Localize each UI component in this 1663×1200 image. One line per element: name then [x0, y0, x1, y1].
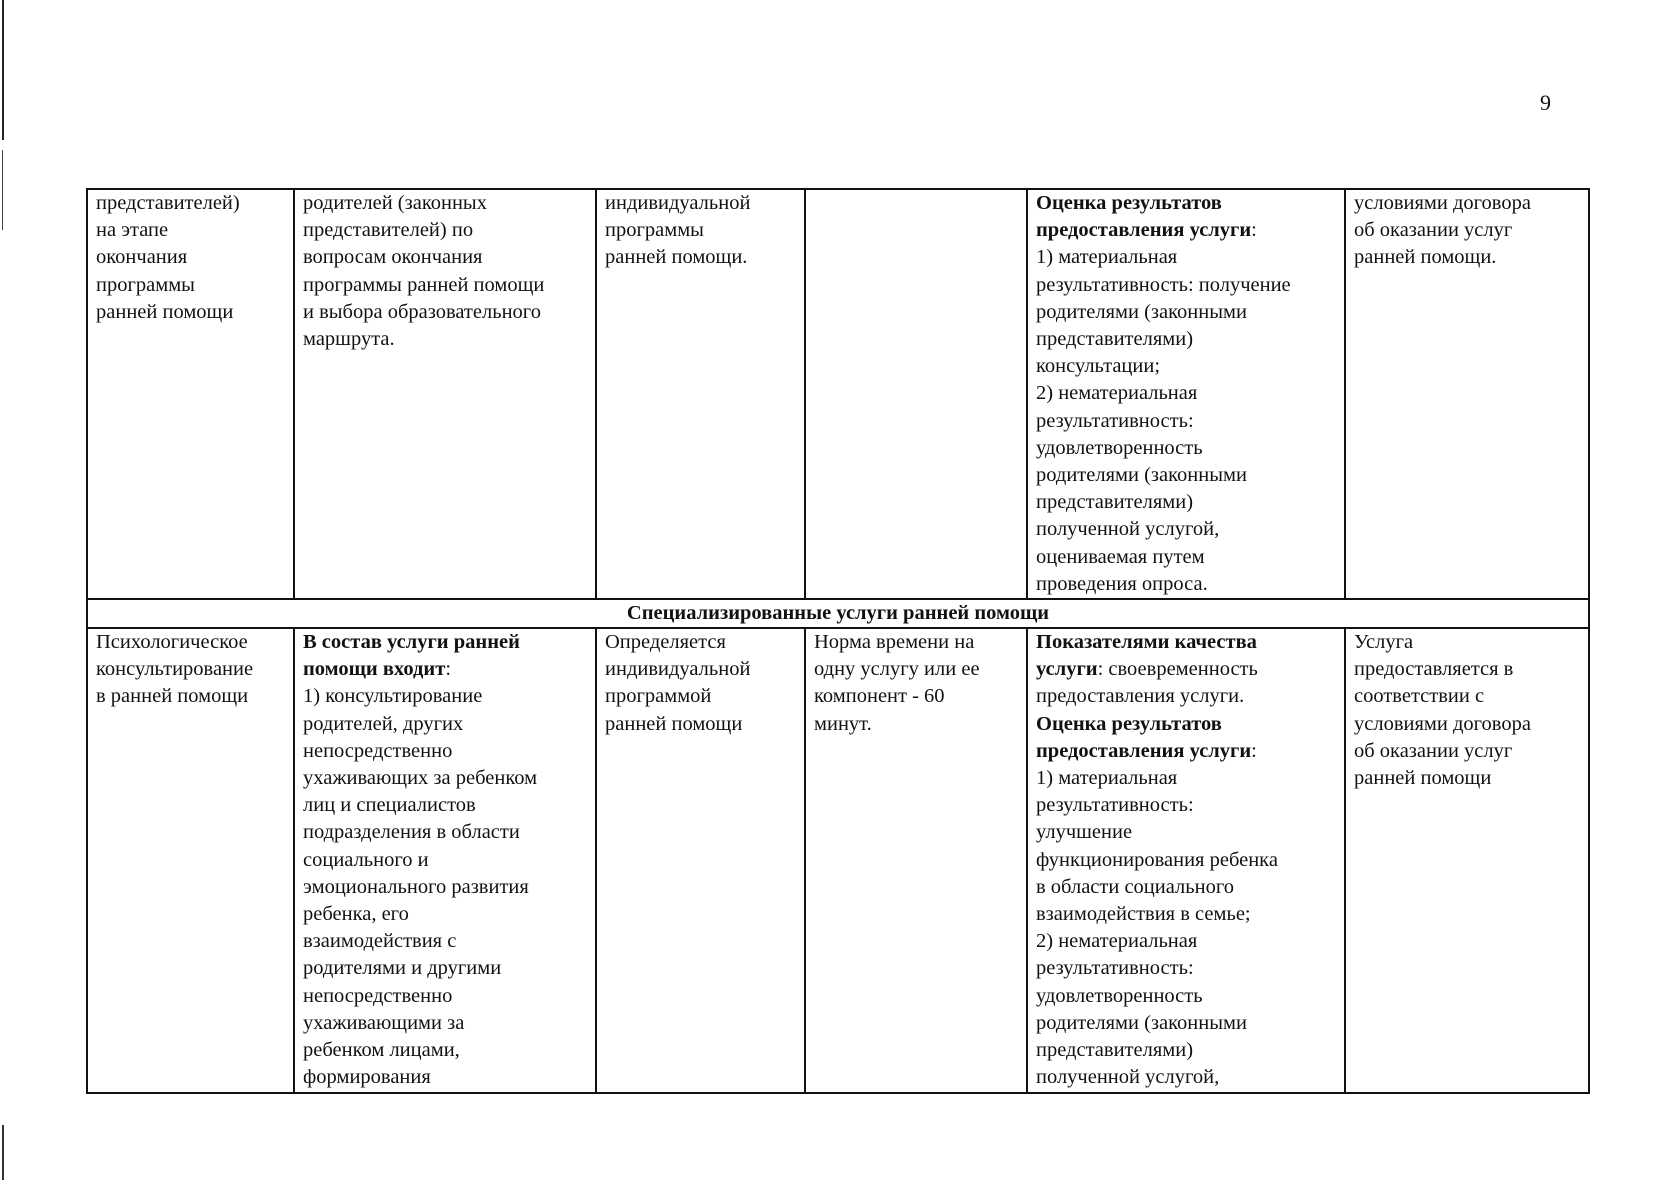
- scan-edge-mark: [2, 0, 4, 140]
- table-cell-volume: индивидуальной программы ранней помощи.: [596, 189, 805, 599]
- cell-text: : 1) материальная результативность: получение родителями (законными представителями) консультации; 2) нематериальная результативность: удовлетворенность родителями (законными представителями) полученной услугой, оцениваемая путем проведения опроса.: [1036, 219, 1291, 595]
- bold-text: Оценка результатов предоставления услуги: [1036, 712, 1252, 762]
- table-cell-service-name: Психологическое консультирование в ранней помощи: [87, 628, 294, 1092]
- cell-text: : 1) материальная результативность: улучшение функционирования ребенка в области социального взаимодействия в семье; 2) нематериальная результативность: удовлетворенность родителями (законными представителями) полученной услугой,: [1036, 739, 1278, 1089]
- table-row: [87, 189, 1589, 599]
- services-table: [86, 188, 1590, 1094]
- table-section-header: [87, 599, 1589, 628]
- bold-text: Оценка результатов предоставления услуги: [1036, 192, 1252, 242]
- bold-text: Показателями качества услуги: [1036, 631, 1257, 681]
- cell-text: : 1) консультирование родителей, других непосредственно ухаживающих за ребенком лиц и специалистов подразделения в области социального и эмоционального развития ребенка, его взаимодействия с родителями и другими непосредственно ухаживающими за ребенком лицами, формирования: [303, 658, 538, 1089]
- section-title: Специализированные услуги ранней помощи: [87, 599, 1589, 628]
- table-cell-service-name: представителей) на этапе окончания программы ранней помощи: [87, 189, 294, 599]
- table-cell-time-norm: [805, 189, 1027, 599]
- table-cell-service-content: [294, 628, 596, 1092]
- cell-text: : своевременность предоставления услуги.: [1036, 658, 1258, 708]
- table-cell-quality-indicators: [1027, 189, 1345, 599]
- table-row: [87, 628, 1589, 1092]
- table-cell-service-content: родителей (законных представителей) по вопросам окончания программы ранней помощи и выбора образовательного маршрута.: [294, 189, 596, 599]
- table-cell-quality-indicators: [1027, 628, 1345, 1092]
- table-cell-volume: Определяется индивидуальной программой ранней помощи: [596, 628, 805, 1092]
- bold-text: В состав услуги ранней помощи входит: [303, 631, 520, 681]
- scan-edge-mark: [2, 150, 3, 230]
- scan-edge-mark: [2, 1125, 4, 1180]
- table-cell-conditions: условиями договора об оказании услуг ранней помощи.: [1345, 189, 1589, 599]
- table-cell-conditions: Услуга предоставляется в соответствии с условиями договора об оказании услуг ранней помощи: [1345, 628, 1589, 1092]
- page-number: 9: [1540, 90, 1551, 115]
- table-cell-time-norm: Норма времени на одну услугу или ее компонент - 60 минут.: [805, 628, 1027, 1092]
